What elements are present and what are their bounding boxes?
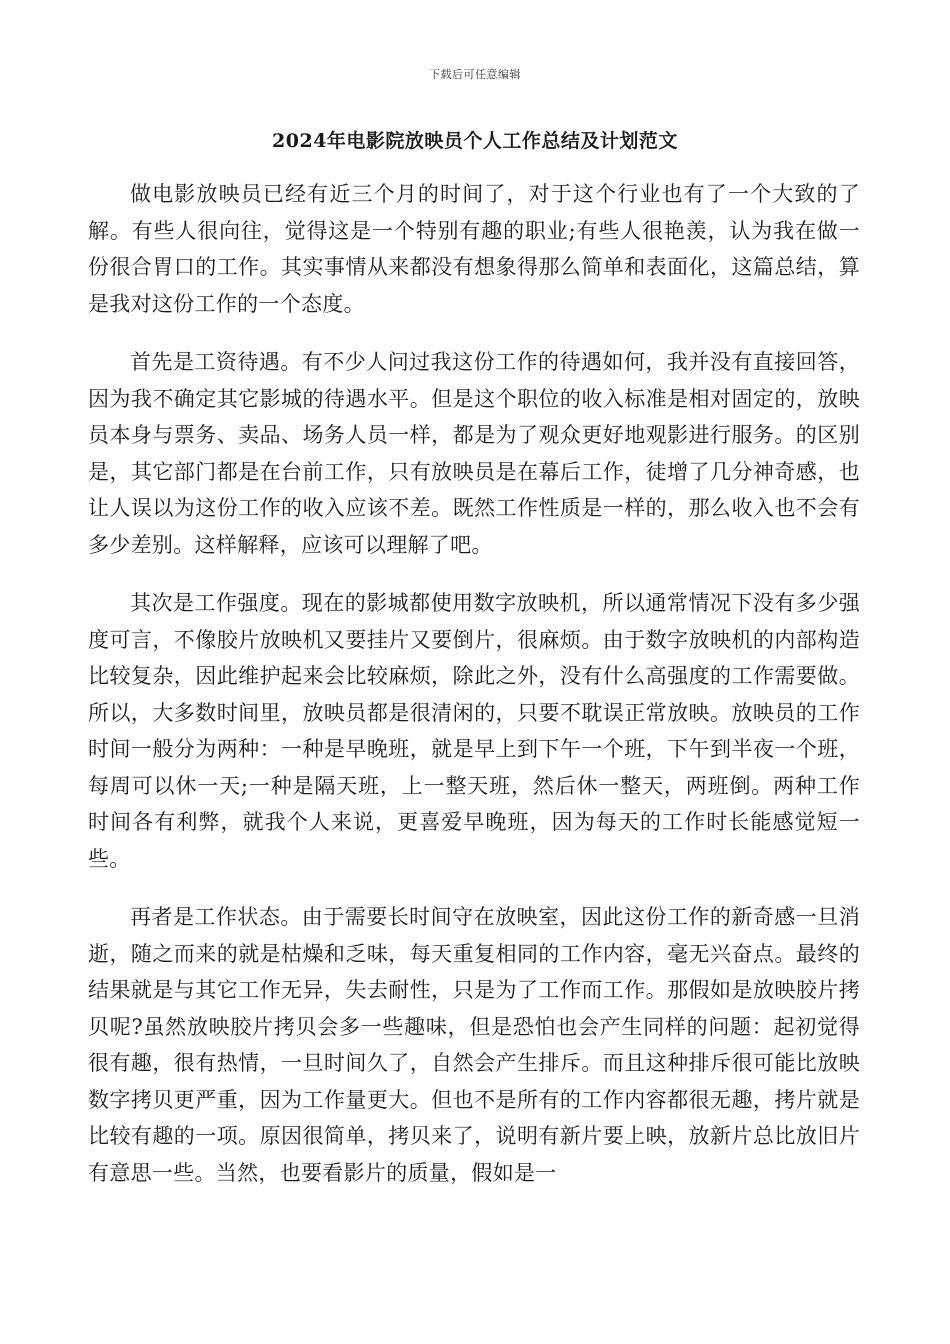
document-body [88, 176, 860, 1213]
document-title: 2024年电影院放映员个人工作总结及计划范文 [272, 130, 678, 152]
header-note: 下载后可任意编辑 [429, 68, 521, 81]
paragraph-workload: 其次是工作强度。现在的影城都使用数字放映机，所以通常情况下没有多少强度可言，不像胶片放映机又要挂片又要倒片，很麻烦。由于数字放映机的内部构造比较复杂，因此维护起来会比较麻烦，除此之外，没有什么高强度的工作需要做。所以，大多数时间里，放映员都是很清闲的，只要不耽误正常放映。放映员的工作时间一般分为两种：一种是早晚班，就是早上到下午一个班，下午到半夜一个班，每周可以休一天;一种是隔天班，上一整天班，然后休一整天，两班倒。两种工作时间各有利弊，就我个人来说，更喜爱早晚班，因为每天的工作时长能感觉短一些。 [88, 591, 860, 871]
paragraph-work-state: 再者是工作状态。由于需要长时间守在放映室，因此这份工作的新奇感一旦消逝，随之而来的就是枯燥和乏味，每天重复相同的工作内容，毫无兴奋点。最终的结果就是与其它工作无异，失去耐性，只是为了工作而工作。那假如是放映胶片拷贝呢?虽然放映胶片拷贝会多一些趣味，但是恐怕也会产生同样的问题：起初觉得很有趣，很有热情，一旦时间久了，自然会产生排斥。而且这种排斥很可能比放映数字拷贝更严重，因为工作量更大。但也不是所有的工作内容都很无趣，拷片就是比较有趣的一项。原因很简单，拷贝来了，说明有新片要上映，放新片总比放旧片有意思一些。当然，也要看影片的质量，假如是一 [88, 905, 860, 1185]
paragraph-intro: 做电影放映员已经有近三个月的时间了，对于这个行业也有了一个大致的了解。有些人很向往，觉得这是一个特别有趣的职业;有些人很艳羡，认为我在做一份很合胃口的工作。其实事情从来都没有想象得那么简单和表面化，这篇总结，算是我对这份工作的一个态度。 [88, 182, 860, 316]
paragraph-salary: 首先是工资待遇。有不少人问过我这份工作的待遇如何，我并没有直接回答，因为我不确定其它影城的待遇水平。但是这个职位的收入标准是相对固定的，放映员本身与票务、卖品、场务人员一样，都是为了观众更好地观影进行服务。的区别是，其它部门都是在台前工作，只有放映员是在幕后工作，徒增了几分神奇感，也让人误以为这份工作的收入应该不差。既然工作性质是一样的，那么收入也不会有多少差别。这样解释，应该可以理解了吧。 [88, 350, 860, 557]
